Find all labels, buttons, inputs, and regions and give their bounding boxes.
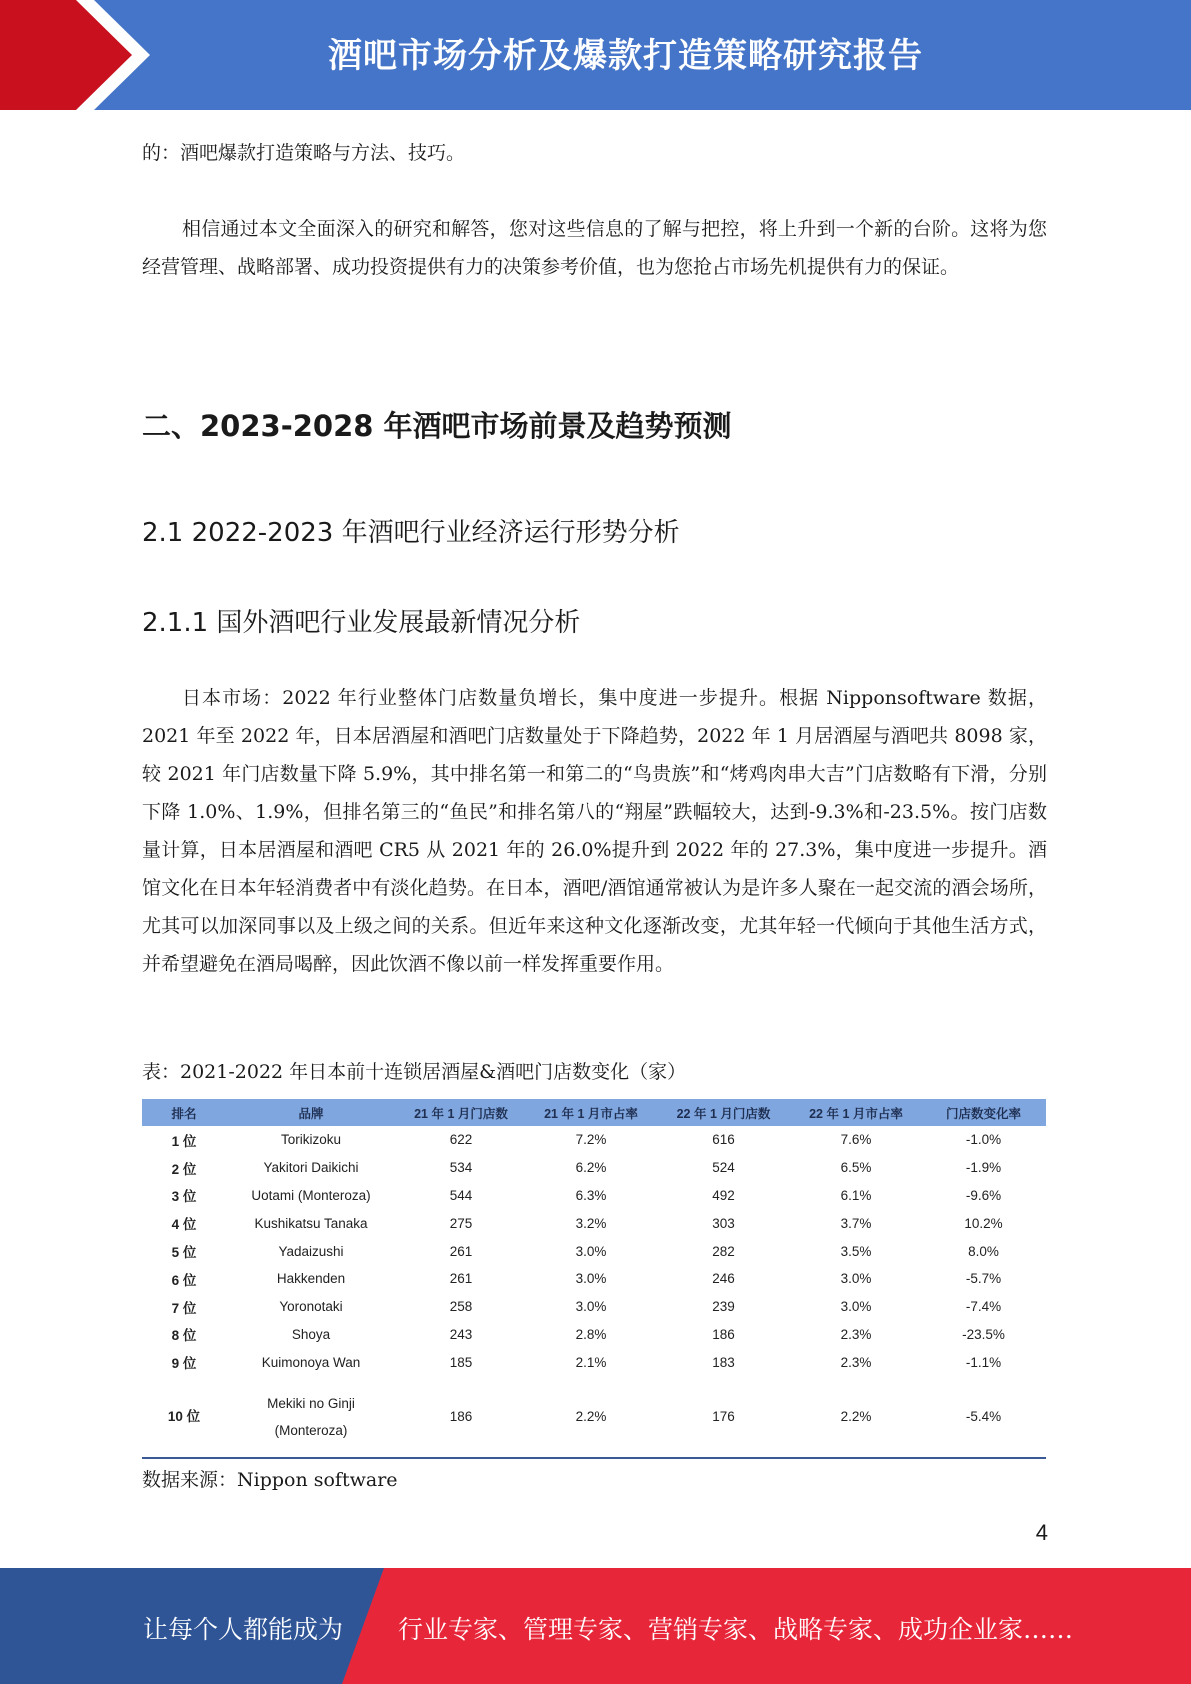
header-stores-22: 22 年 1 月门店数 [656,1099,791,1126]
store-count-table [142,1099,1046,1459]
header-title: 酒吧市场分析及爆款打造策略研究报告 [328,36,923,76]
cell-rank: 6 位 [171,1272,197,1288]
table-row [142,1348,1046,1376]
cell-rank: 7 位 [171,1300,197,1316]
cell-brand: Torikizoku [280,1132,342,1148]
cell-stores-21: 275 [449,1215,473,1231]
cell-rank: 2 位 [171,1161,197,1177]
intro-section-2 [142,210,1047,286]
cell-share-21: 3.0% [575,1299,607,1315]
intro-section [142,134,1047,172]
cell-share-21: 2.1% [575,1354,607,1370]
header-brand: 品牌 [226,1099,396,1126]
cell-stores-22: 303 [712,1215,735,1231]
cell-change: -23.5% [962,1326,1005,1342]
cell-brand: Hakkenden [276,1271,346,1287]
cell-rank: 5 位 [171,1245,197,1261]
cell-stores-21: 534 [449,1160,473,1176]
table-row [142,1293,1046,1321]
cell-change: -5.4% [921,1376,1046,1458]
cell-stores-22: 282 [712,1243,735,1259]
cell-rank: 9 位 [171,1356,197,1372]
table-row [142,1265,1046,1293]
body-paragraph: 日本市场：2022 年行业整体门店数量负增长，集中度进一步提升。根据 Nipponsoftware 数据，2021 年至 2022 年，日本居酒屋和酒吧门店数量处于下降趋势，2022 年 1 月居酒屋与酒吧共 8098 家，较 2021 年门店数量下降 5.9%，其中排名第一和第二的“鸟贵族”和“烤鸡肉串大吉”门店数略有下滑，分别下降 1.0%、1.9%，但排名第三的“鱼民”和排名第八的“翔屋”跌幅较大，达到-9.3%和-23.5%。按门店数量计算，日本居酒屋和酒吧 CR5 从 2021 年的 26.0%提升到 2022 年的 27.3%，集中度进一步提升。酒馆文化在日本年轻消费者中有淡化趋势。在日本，酒吧/酒馆通常被认为是许多人聚在一起交流的酒会场所，尤其可以加深同事以及上级之间的关系。但近年来这种文化逐渐改变，尤其年轻一代倾向于其他生活方式，并希望避免在酒局喝醉，因此饮酒不像以前一样发挥重要作用。 [142,687,1047,975]
cell-stores-21: 243 [449,1326,473,1342]
cell-brand [226,1376,396,1458]
cell-brand: Yadaizushi [278,1243,344,1259]
cell-share-22: 6.1% [840,1187,872,1203]
cell-rank: 4 位 [171,1217,197,1233]
table-source: 数据来源：Nippon software [142,1469,398,1491]
cell-share-21: 3.0% [575,1243,607,1259]
section-heading: 二、2023-2028 年酒吧市场前景及趋势预测 [142,409,732,443]
cell-stores-21: 544 [449,1187,473,1203]
cell-stores-21: 186 [396,1376,526,1458]
cell-share-22: 3.5% [840,1243,872,1259]
cell-share-22: 3.7% [840,1215,872,1231]
cell-share-22: 7.6% [840,1132,872,1148]
footer-slogan-left: 让每个人都能成为 [143,1615,344,1644]
intro-paragraph-1: 的：酒吧爆款打造策略与方法、技巧。 [142,142,466,164]
page-footer [0,1568,1191,1684]
cell-stores-22: 524 [712,1160,735,1176]
cell-share-21: 3.2% [575,1215,607,1231]
cell-stores-22: 186 [712,1326,735,1342]
cell-brand: Kushikatsu Tanaka [254,1215,368,1231]
cell-change: -1.1% [965,1354,1002,1370]
cell-rank: 8 位 [171,1328,197,1344]
table-row [142,1154,1046,1182]
cell-stores-21: 258 [449,1299,473,1315]
cell-stores-22: 239 [712,1299,735,1315]
cell-change: 10.2% [964,1215,1003,1231]
cell-share-22: 2.3% [840,1354,872,1370]
cell-rank: 10 位 [142,1376,226,1458]
cell-brand: Yoronotaki [279,1299,343,1315]
header-stores-21: 21 年 1 月门店数 [396,1099,526,1126]
header-rank: 排名 [142,1099,226,1126]
cell-change: -7.4% [965,1299,1002,1315]
table-header-row [142,1099,1046,1126]
cell-share-22: 3.0% [840,1271,872,1287]
table-row [142,1321,1046,1349]
cell-stores-22: 246 [712,1271,735,1287]
cell-share-21: 2.2% [526,1376,656,1458]
cell-share-22: 6.5% [840,1160,872,1176]
cell-share-22: 2.3% [840,1326,872,1342]
cell-change: -9.6% [965,1187,1002,1203]
table-row [142,1209,1046,1237]
cell-stores-21: 261 [449,1243,473,1259]
page-number: 4 [1035,1520,1048,1545]
cell-rank: 3 位 [171,1189,197,1205]
page-header [0,0,1191,110]
cell-change: -1.0% [965,1132,1002,1148]
header-share-22: 22 年 1 月市占率 [791,1099,921,1126]
header-change: 门店数变化率 [921,1099,1046,1126]
cell-stores-22: 492 [712,1187,735,1203]
table-caption: 表：2021-2022 年日本前十连锁居酒屋&酒吧门店数变化（家） [142,1061,687,1083]
cell-brand: Uotami (Monteroza) [251,1187,371,1203]
subsubsection-heading: 2.1.1 国外酒吧行业发展最新情况分析 [142,608,581,638]
cell-stores-22: 176 [656,1376,791,1458]
cell-share-21: 7.2% [575,1132,607,1148]
cell-share-21: 3.0% [575,1271,607,1287]
cell-share-21: 2.8% [575,1326,607,1342]
cell-stores-21: 185 [449,1354,473,1370]
header-share-21: 21 年 1 月市占率 [526,1099,656,1126]
cell-share-21: 6.2% [575,1160,607,1176]
cell-stores-22: 616 [712,1132,735,1148]
cell-stores-22: 183 [712,1354,735,1370]
cell-change: -5.7% [965,1271,1002,1287]
cell-brand: Yakitori Daikichi [263,1160,359,1176]
body-section [142,679,1047,983]
cell-brand: Kuimonoya Wan [261,1354,361,1370]
table-row [142,1182,1046,1210]
cell-share-22: 3.0% [840,1299,872,1315]
table-row [142,1376,1046,1458]
cell-change: 8.0% [968,1243,999,1259]
intro-paragraph-2: 相信通过本文全面深入的研究和解答，您对这些信息的了解与把控，将上升到一个新的台阶。这将为您经营管理、战略部署、成功投资提供有力的决策参考价值，也为您抢占市场先机提供有力的保证。 [142,218,1047,278]
cell-stores-21: 622 [449,1132,473,1148]
cell-share-21: 6.3% [575,1187,607,1203]
cell-rank: 1 位 [171,1133,197,1149]
cell-share-22: 2.2% [791,1376,921,1458]
cell-stores-21: 261 [449,1271,473,1287]
cell-change: -1.9% [965,1160,1002,1176]
subsection-heading: 2.1 2022-2023 年酒吧行业经济运行形势分析 [142,518,680,548]
table-row [142,1126,1046,1154]
table-row [142,1237,1046,1265]
cell-brand-line-2: (Monteroza) [274,1422,348,1438]
cell-brand: Shoya [291,1326,331,1342]
footer-slogan-right: 行业专家、管理专家、营销专家、战略专家、成功企业家…… [398,1615,1074,1644]
cell-brand-line-1: Mekiki no Ginji [267,1395,355,1411]
